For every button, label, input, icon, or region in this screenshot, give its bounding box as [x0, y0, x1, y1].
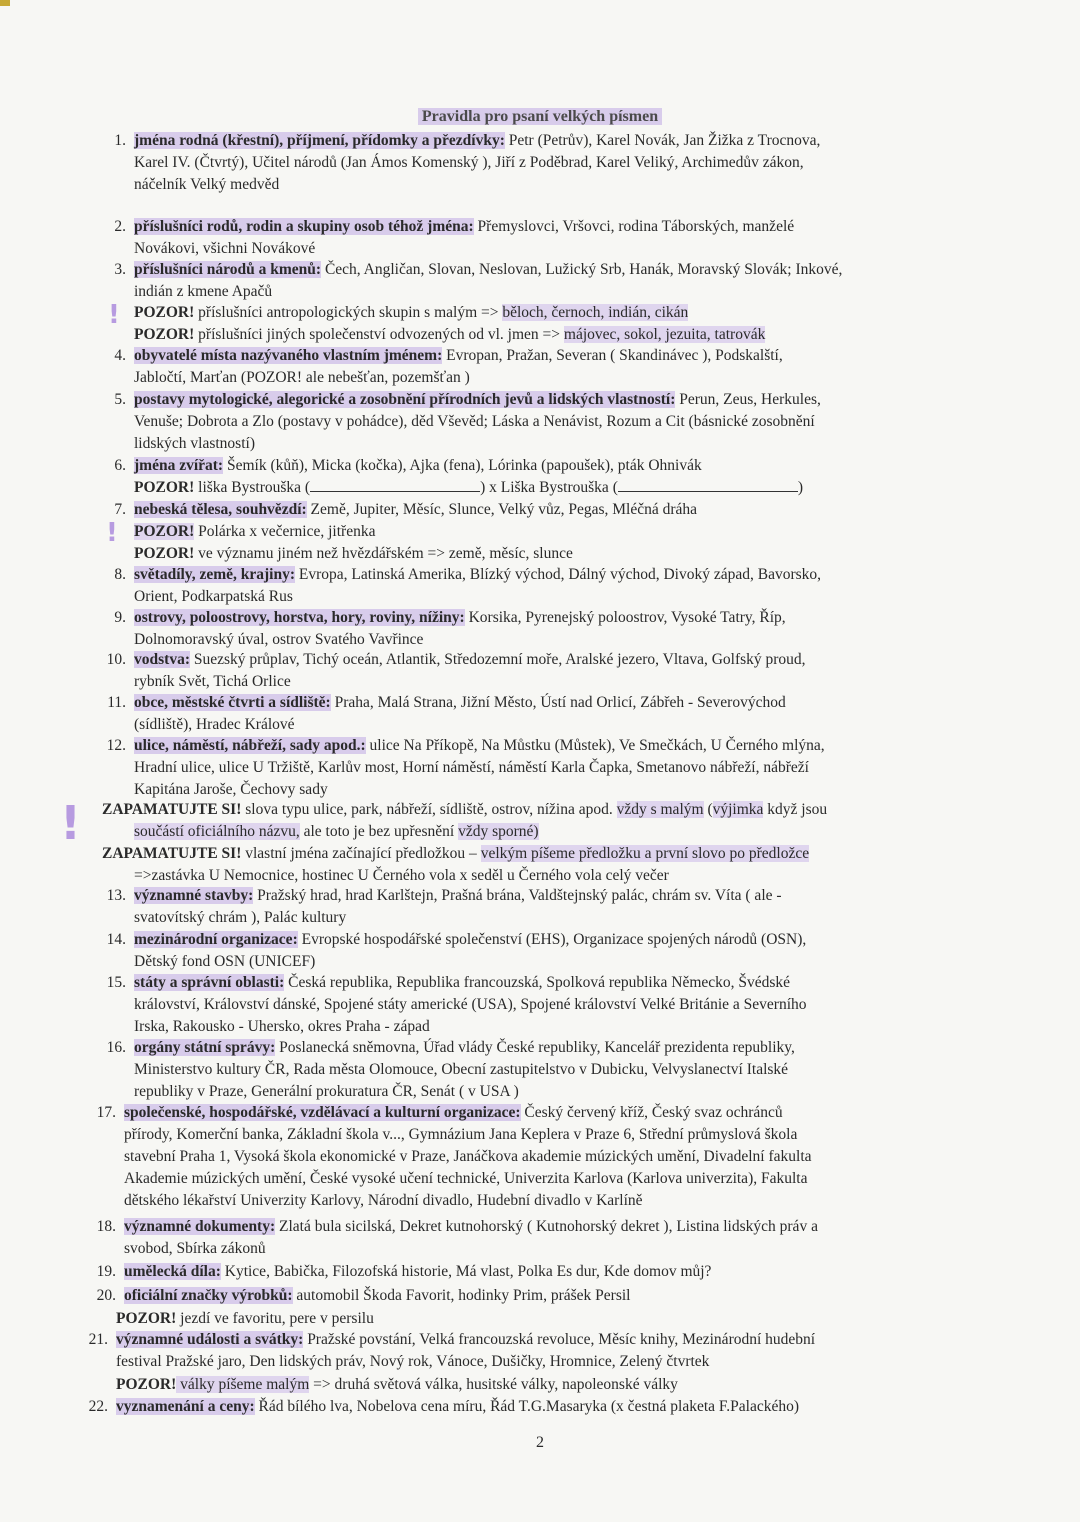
item-text: rybník Svět, Tichá Orlice [134, 673, 291, 690]
corner-tape [0, 0, 10, 6]
item-line [124, 1190, 975, 1212]
item-number: 4. [114, 347, 126, 364]
item-line [134, 367, 985, 389]
item-category: mezinárodní organizace: [134, 931, 298, 948]
list-item [70, 1285, 975, 1307]
item-line [134, 972, 985, 994]
fill-blank-2[interactable] [618, 479, 798, 492]
item-category: orgány státní správy: [134, 1039, 276, 1056]
item-line [134, 907, 985, 929]
item-text: automobil Škoda Favorit, hodinky Prim, prášek Persil [292, 1287, 631, 1304]
list-item [70, 1102, 975, 1212]
item-text: přírody, Komerční banka, Základní škola v..., Gymnázium Jana Keplera v Praze 6, Střední průmyslová škola [124, 1126, 798, 1143]
item-number: 15. [106, 974, 126, 991]
remember-note-1-line2: součástí oficiálního názvu, ale toto je bez upřesnění vždy sporné) [134, 823, 539, 840]
item-category: jména zvířat: [134, 457, 224, 474]
item-text: náčelník Velký medvěd [134, 176, 280, 193]
item-text: Praha, Malá Strana, Jižní Město, Ústí nad Orlicí, Zábřeh - Severovýchod [330, 694, 786, 711]
note-3a: POZOR! příslušníci antropologických skupin s malým => běloch, černoch, indián, cikán [134, 304, 689, 321]
list-item [80, 607, 985, 651]
list-item [62, 1329, 967, 1373]
item-number: 12. [106, 737, 126, 754]
item-text: Karel IV. (Čtvrtý), Učitel národů (Jan Ámos Komenský ), Jiří z Poděbrad, Karel Veliký, Archimedův zákon, [134, 154, 804, 171]
item-body [124, 1102, 975, 1212]
item-body [124, 1261, 975, 1283]
item-line [134, 499, 985, 521]
item-number: 3. [114, 261, 126, 278]
item-number: 8. [114, 566, 126, 583]
item-text: Ministerstvo kultury ČR, Rada města Olomouce, Obecní zastupitelstvo v Dubicku, Velvyslanectví Italské [134, 1061, 789, 1078]
item-text: Dětský fond OSN (UNICEF) [134, 953, 316, 970]
item-line [134, 152, 985, 174]
item-number: 10. [106, 651, 126, 668]
item-body [134, 499, 985, 521]
item-text: Evropa, Latinská Amerika, Blízký východ, Dálný východ, Divoký západ, Bavorsko, [295, 566, 822, 583]
list-item [80, 216, 985, 260]
item-text: Dolnomoravský úval, ostrov Svatého Vavřince [134, 631, 424, 648]
item-line [134, 433, 985, 455]
list-item [80, 345, 985, 389]
item-line [124, 1168, 975, 1190]
item-text: Šemík (kůň), Micka (kočka), Ajka (fena), Lórinka (papoušek), pták Ohnivák [223, 457, 702, 474]
item-body [134, 929, 985, 973]
item-text: Perun, Zeus, Herkules, [675, 391, 821, 408]
item-text: festival Pražské jaro, Den lidských práv, Nový rok, Vánoce, Dušičky, Hromnice, Zelený čtvrtek [116, 1353, 710, 1370]
note-7b: POZOR! ve významu jiném než hvězdářském => země, měsíc, slunce [134, 545, 573, 562]
item-line [124, 1285, 975, 1307]
item-line [116, 1351, 967, 1373]
item-line [134, 216, 985, 238]
item-line [134, 238, 985, 260]
note-7a: POZOR! Polárka x večernice, jitřenka [134, 523, 376, 540]
item-line [134, 757, 985, 779]
list-item [80, 735, 985, 801]
item-body [134, 885, 985, 929]
item-line [134, 1059, 985, 1081]
page-title: Pravidla pro psaní velkých písmen [0, 108, 1080, 126]
item-category: příslušníci rodů, rodin a skupiny osob téhož jména: [134, 218, 474, 235]
item-number: 18. [96, 1218, 116, 1235]
item-line [134, 1081, 985, 1103]
list-item [80, 1037, 985, 1103]
note-21: POZOR! války píšeme malým => druhá světová válka, husitské války, napoleonské války [116, 1376, 678, 1393]
item-line [134, 389, 985, 411]
item-line [134, 692, 985, 714]
item-category: jména rodná (křestní), příjmení, přídomky a přezdívky: [134, 132, 505, 149]
item-text: svatovítský chrám ), Palác kultury [134, 909, 347, 926]
item-body [134, 259, 985, 303]
item-number: 17. [96, 1104, 116, 1121]
item-body [134, 389, 985, 455]
item-text: Evropan, Pražan, Severan ( Skandinávec ), Podskalští, [442, 347, 783, 364]
item-category: vyznamenání a ceny: [116, 1398, 255, 1415]
item-text: království, Království dánské, Spojené státy americké (USA), Spojené království Velké Británie a Severního [134, 996, 807, 1013]
list-item [80, 649, 985, 693]
item-line [134, 345, 985, 367]
item-category: ostrovy, poloostrovy, horstva, hory, roviny, nížiny: [134, 609, 465, 626]
item-text: Irska, Rakousko - Uhersko, okres Praha - západ [134, 1018, 430, 1035]
list-item [80, 389, 985, 455]
item-text: Řád bílého lva, Nobelova cena míru, Řád T.G.Masaryka (x čestná plaketa F.Palackého) [254, 1398, 800, 1415]
exclamation-mark-icon: ! [60, 796, 81, 850]
item-text: Hradní ulice, ulice U Tržiště, Karlův most, Horní náměstí, náměstí Karla Čapka, Smetanovo nábřeží, nábřeží [134, 759, 809, 776]
item-text: Jabločtí, Marťan (POZOR! ale nebešťan, pozemšťan ) [134, 369, 470, 386]
item-line [134, 779, 985, 801]
item-line [134, 607, 985, 629]
item-body [134, 130, 985, 196]
item-text: Akademie múzických umění, České vysoké učení technické, Univerzita Karlova (Karlova univerzita), Fakulta [124, 1170, 808, 1187]
item-text: Země, Jupiter, Měsíc, Slunce, Velký vůz, Pegas, Mléčná dráha [306, 501, 698, 518]
item-category: významné stavby: [134, 887, 254, 904]
exclamation-mark-icon: ! [106, 518, 118, 548]
page-number: 2 [536, 1434, 544, 1451]
item-text: indián z kmene Apačů [134, 283, 273, 300]
item-line [134, 281, 985, 303]
remember-note-1: ZAPAMATUJTE SI! slova typu ulice, park, nábřeží, sídliště, ostrov, nížina apod. vždy s malým (výjimka když jsou [102, 801, 828, 818]
list-item [80, 885, 985, 929]
item-line [134, 951, 985, 973]
exclamation-mark-icon: ! [108, 300, 120, 330]
item-line [134, 629, 985, 651]
item-line [134, 586, 985, 608]
note-6: POZOR! liška Bystrouška ( ) x Liška Bystrouška ( ) [134, 479, 804, 496]
item-category: významné dokumenty: [124, 1218, 276, 1235]
item-line [124, 1261, 975, 1283]
item-line [134, 735, 985, 757]
item-line [134, 1037, 985, 1059]
item-number: 1. [114, 132, 126, 149]
list-item [80, 499, 985, 521]
item-line [134, 455, 985, 477]
item-text: Petr (Petrův), Karel Novák, Jan Žižka z Trocnova, [504, 132, 821, 149]
item-text: Česká republika, Republika francouzská, Spolková republika Německo, Švédské [284, 974, 791, 991]
item-number: 14. [106, 931, 126, 948]
item-line [134, 649, 985, 671]
item-number: 5. [114, 391, 126, 408]
item-category: příslušníci národů a kmenů: [134, 261, 322, 278]
item-category: umělecká díla: [124, 1263, 221, 1280]
item-line [134, 259, 985, 281]
item-text: Český červený kříž, Český svaz ochránců [520, 1104, 783, 1121]
item-text: stavební Praha 1, Vysoká škola ekonomické v Praze, Janáčkova akademie múzických umění, Divadelní fakulta [124, 1148, 812, 1165]
item-text: Kytice, Babička, Filozofská historie, Má vlast, Polka Es dur, Kde domov můj? [220, 1263, 712, 1280]
item-number: 20. [96, 1287, 116, 1304]
item-line [124, 1146, 975, 1168]
list-item [80, 259, 985, 303]
item-category: významné události a svátky: [116, 1331, 304, 1348]
item-category: postavy mytologické, alegorické a zosobnění přírodních jevů a lidských vlastností: [134, 391, 676, 408]
item-number: 22. [88, 1398, 108, 1415]
list-item [80, 929, 985, 973]
item-text: (sídliště), Hradec Králové [134, 716, 295, 733]
item-line [124, 1102, 975, 1124]
item-line [134, 885, 985, 907]
list-item [80, 455, 985, 477]
item-category: státy a správní oblasti: [134, 974, 285, 991]
item-line [134, 564, 985, 586]
item-number: 6. [114, 457, 126, 474]
list-item [80, 972, 985, 1038]
item-body [134, 216, 985, 260]
item-number: 9. [114, 609, 126, 626]
item-text: Poslanecká sněmovna, Úřad vlády České republiky, Kancelář prezidenta republiky, [275, 1039, 795, 1056]
item-text: Korsika, Pyrenejský poloostrov, Vysoké Tatry, Říp, [464, 609, 786, 626]
remember-note-2: ZAPAMATUJTE SI! vlastní jména začínající předložkou – velkým píšeme předložku a první slovo po předložce [102, 845, 810, 862]
item-body [134, 692, 985, 736]
item-category: obyvatelé místa nazývaného vlastním jménem: [134, 347, 443, 364]
item-line [124, 1124, 975, 1146]
item-body [134, 972, 985, 1038]
list-item [80, 130, 985, 196]
item-line [134, 411, 985, 433]
item-text: Pražský hrad, hrad Karlštejn, Prašná brána, Valdštejnský palác, chrám sv. Víta ( ale - [253, 887, 782, 904]
item-text: lidských vlastností) [134, 435, 255, 452]
item-text: Pražské povstání, Velká francouzská revoluce, Měsíc knihy, Mezinárodní hudební [303, 1331, 816, 1348]
item-body [116, 1396, 967, 1418]
item-line [134, 174, 985, 196]
item-text: svobod, Sbírka zákonů [124, 1240, 266, 1257]
item-line [134, 1016, 985, 1038]
item-category: vodstva: [134, 651, 190, 668]
item-line [124, 1216, 975, 1238]
item-text: Zlatá bula sicilská, Dekret kutnohorský ( Kutnohorský dekret ), Listina lidských práv a [275, 1218, 818, 1235]
item-text: Kapitána Jaroše, Čechovy sady [134, 781, 328, 798]
list-item [70, 1261, 975, 1283]
item-number: 2. [114, 218, 126, 235]
item-body [134, 649, 985, 693]
item-body [134, 455, 985, 477]
item-body [134, 1037, 985, 1103]
item-body [134, 735, 985, 801]
item-text: Novákovi, všichni Novákové [134, 240, 316, 257]
item-category: společenské, hospodářské, vzdělávací a kulturní organizace: [124, 1104, 521, 1121]
item-text: Venuše; Dobrota a Zlo (postavy v pohádce), děd Vševěd; Láska a Nenávist, Rozum a Cit (básnické zosobnění [134, 413, 815, 430]
item-line [134, 929, 985, 951]
item-body [124, 1285, 975, 1307]
list-item [62, 1396, 967, 1418]
item-category: světadíly, země, krajiny: [134, 566, 296, 583]
item-text: Přemyslovci, Vršovci, rodina Táborských, manželé [473, 218, 795, 235]
note-3b: POZOR! příslušníci jiných společenství odvozených od vl. jmen => májovec, sokol, jezuita, tatrovák [134, 326, 766, 343]
list-item [80, 564, 985, 608]
item-line [134, 994, 985, 1016]
item-body [134, 345, 985, 389]
remember-note-2-line2: =>zastávka U Nemocnice, hostinec U Černého vola x seděl u Černého vola celý večer [134, 867, 669, 884]
list-item [70, 1216, 975, 1260]
item-text: Orient, Podkarpatská Rus [134, 588, 293, 605]
item-text: ulice Na Příkopě, Na Můstku (Můstek), Ve Smečkách, U Černého mlýna, [365, 737, 825, 754]
item-number: 19. [96, 1263, 116, 1280]
item-line [116, 1329, 967, 1351]
item-category: obce, městské čtvrti a sídliště: [134, 694, 331, 711]
item-line [116, 1396, 967, 1418]
fill-blank-1[interactable] [310, 479, 480, 492]
item-category: nebeská tělesa, souhvězdí: [134, 501, 307, 518]
item-body [134, 564, 985, 608]
item-line [134, 671, 985, 693]
item-number: 11. [107, 694, 126, 711]
item-text: Suezský průplav, Tichý oceán, Atlantik, Středozemní moře, Aralské jezero, Vltava, Golfský proud, [189, 651, 806, 668]
item-number: 13. [106, 887, 126, 904]
item-line [134, 130, 985, 152]
item-category: ulice, náměstí, nábřeží, sady apod.: [134, 737, 366, 754]
item-line [134, 714, 985, 736]
item-body [124, 1216, 975, 1260]
item-number: 21. [88, 1331, 108, 1348]
note-20: POZOR! jezdí ve favoritu, pere v persilu [116, 1310, 374, 1327]
list-item [80, 692, 985, 736]
item-text: Evropské hospodářské společenství (EHS), Organizace spojených národů (OSN), [297, 931, 807, 948]
item-line [124, 1238, 975, 1260]
item-text: dětského lékařství Univerzity Karlovy, Národní divadlo, Hudební divadlo v Karlíně [124, 1192, 643, 1209]
item-body [134, 607, 985, 651]
item-category: oficiální značky výrobků: [124, 1287, 293, 1304]
item-body [116, 1329, 967, 1373]
item-text: Čech, Angličan, Slovan, Neslovan, Lužický Srb, Hanák, Moravský Slovák; Inkové, [321, 261, 843, 278]
item-text: republiky v Praze, Generální prokuratura ČR, Senát ( v USA ) [134, 1083, 519, 1100]
item-number: 16. [106, 1039, 126, 1056]
item-number: 7. [114, 501, 126, 518]
